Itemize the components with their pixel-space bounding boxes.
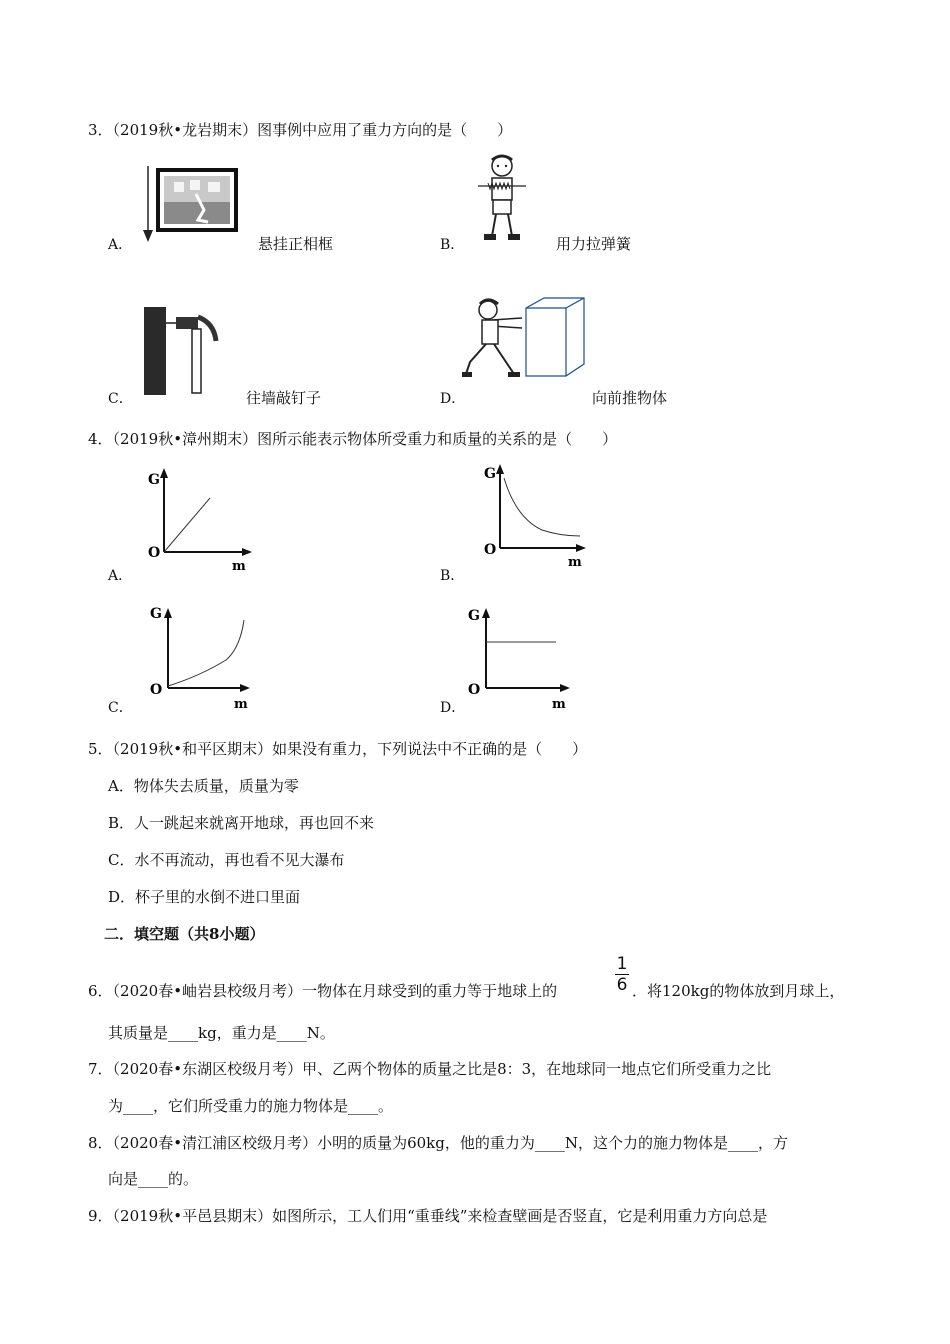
graph-b-axis-m: m [568,555,582,570]
hammer-wall-image [140,305,222,397]
q7-line1: 7．（2020春•东湖区校级月考）甲、乙两个物体的质量之比是8：3，在地球同一地点它们所受重力之比 [88,1060,772,1078]
section-title: 二．填空题（共8小题） [104,925,265,943]
graph-d-axis-m: m [552,697,566,712]
picture-frame-plumb-image [138,162,240,246]
q4-option-c-letter: C． [108,700,133,716]
graph-d-constant [466,600,582,712]
graph-c-curve [140,598,256,710]
q8-line1: 8．（2020春•清江浦区校级月考）小明的质量为60kg，他的重力为____N，这个力的施力物体是____，方 [88,1134,788,1152]
q3-option-b-caption: 用力拉弹簧 [556,235,632,253]
person-pushing-box-image [460,292,592,386]
q4-stem: 4．（2019秋•漳州期末）图所示能表示物体所受重力和质量的关系的是（ ） [88,430,618,448]
graph-a-origin: O [148,545,161,561]
q6-line1-prefix: 6．（2020春•岫岩县校级月考）一物体在月球受到的重力等于地球上的 [88,982,558,1000]
q3-option-c-caption: 往墙敲钉子 [246,389,322,407]
q3-option-c-letter: C． [108,391,133,407]
graph-b-inverse [472,458,588,570]
q3-option-b-letter: B． [440,237,465,253]
graph-a-axis-m: m [232,559,246,574]
q3-stem: 3．（2019秋•龙岩期末）图事例中应用了重力方向的是（ ） [88,121,513,139]
graph-a-axis-g: G [148,472,160,488]
q6-line1-suffix: ．将120kg的物体放到月球上， [632,982,845,1000]
graph-b-axis-g: G [484,466,496,482]
graph-c-origin: O [150,682,163,698]
person-pulling-spring-image [472,152,532,246]
q5-stem: 5．（2019秋•和平区期末）如果没有重力，下列说法中不正确的是（ ） [88,740,588,758]
q6-fraction-numerator: 1 [616,954,628,974]
q5-option-c: C．水不再流动，再也看不见大瀑布 [108,851,345,869]
graph-a-linear [140,462,256,574]
q6-line2: 其质量是____kg，重力是____N。 [108,1024,335,1042]
q3-option-a-caption: 悬挂正相框 [258,235,334,253]
graph-c-axis-m: m [234,697,248,710]
q3-option-d-caption: 向前推物体 [592,389,668,407]
q5-option-d: D．杯子里的水倒不进口里面 [108,888,301,906]
q7-line2: 为____，它们所受重力的施力物体是____。 [108,1097,394,1115]
graph-c-axis-g: G [150,606,162,622]
graph-d-origin: O [468,682,481,698]
q6-fraction-denominator: 6 [616,975,628,995]
q4-option-a-letter: A． [108,568,133,584]
graph-d-axis-g: G [468,608,480,624]
q5-option-b: B．人一跳起来就离开地球，再也回不来 [108,814,375,832]
q4-option-b-letter: B． [440,568,465,584]
q3-option-d-letter: D． [440,391,466,407]
q3-option-a-letter: A． [108,237,133,253]
graph-b-origin: O [484,542,497,558]
q9-line1: 9．（2019秋•平邑县期末）如图所示，工人们用“重垂线”来检查壁画是否竖直，它是利用重力方向总是 [88,1207,768,1225]
q4-option-d-letter: D． [440,700,466,716]
q5-option-a: A．物体失去质量，质量为零 [108,777,299,795]
q6-fraction [612,955,632,994]
q8-line2: 向是____的。 [108,1170,199,1188]
